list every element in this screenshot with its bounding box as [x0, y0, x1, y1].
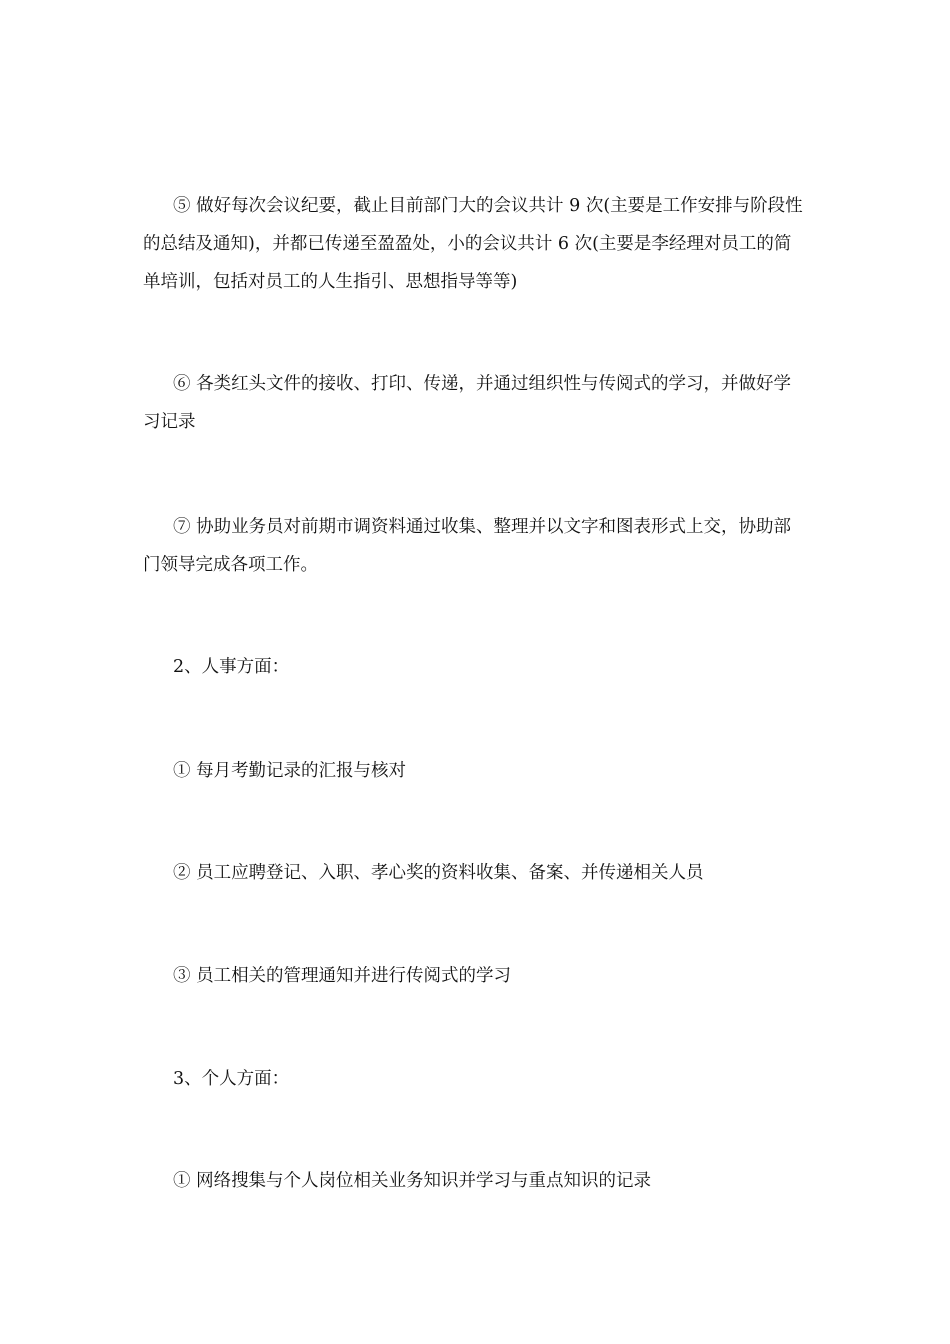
paragraph-management-notice: ③ 员工相关的管理通知并进行传阅式的学习 — [173, 966, 512, 986]
paragraph-market-research: ⑦ 协助业务员对前期市调资料通过收集、整理并以文字和图表形式上交，协助部门领导完成各项工作。 — [143, 517, 792, 575]
paragraph-meeting-minutes: ⑤ 做好每次会议纪要，截止目前部门大的会议共计 9 次(主要是工作安排与阶段性的总结及通知)，并都已传递至盈盈处，小的会议共计 6 次(主要是李经理对员工的简单培训，包括对员工的人生指引、思想指导等等) — [143, 196, 803, 292]
paragraph-knowledge-study: ① 网络搜集与个人岗位相关业务知识并学习与重点知识的记录 — [173, 1171, 652, 1191]
paragraph-red-header-files: ⑥ 各类红头文件的接收、打印、传递，并通过组织性与传阅式的学习，并做好学习记录 — [143, 374, 792, 432]
paragraph-attendance: ① 每月考勤记录的汇报与核对 — [173, 761, 407, 781]
section-heading-personal: 3、个人方面： — [173, 1069, 290, 1089]
paragraph-recruitment: ② 员工应聘登记、入职、孝心奖的资料收集、备案、并传递相关人员 — [173, 863, 704, 883]
section-heading-personnel: 2、人事方面： — [173, 657, 290, 677]
